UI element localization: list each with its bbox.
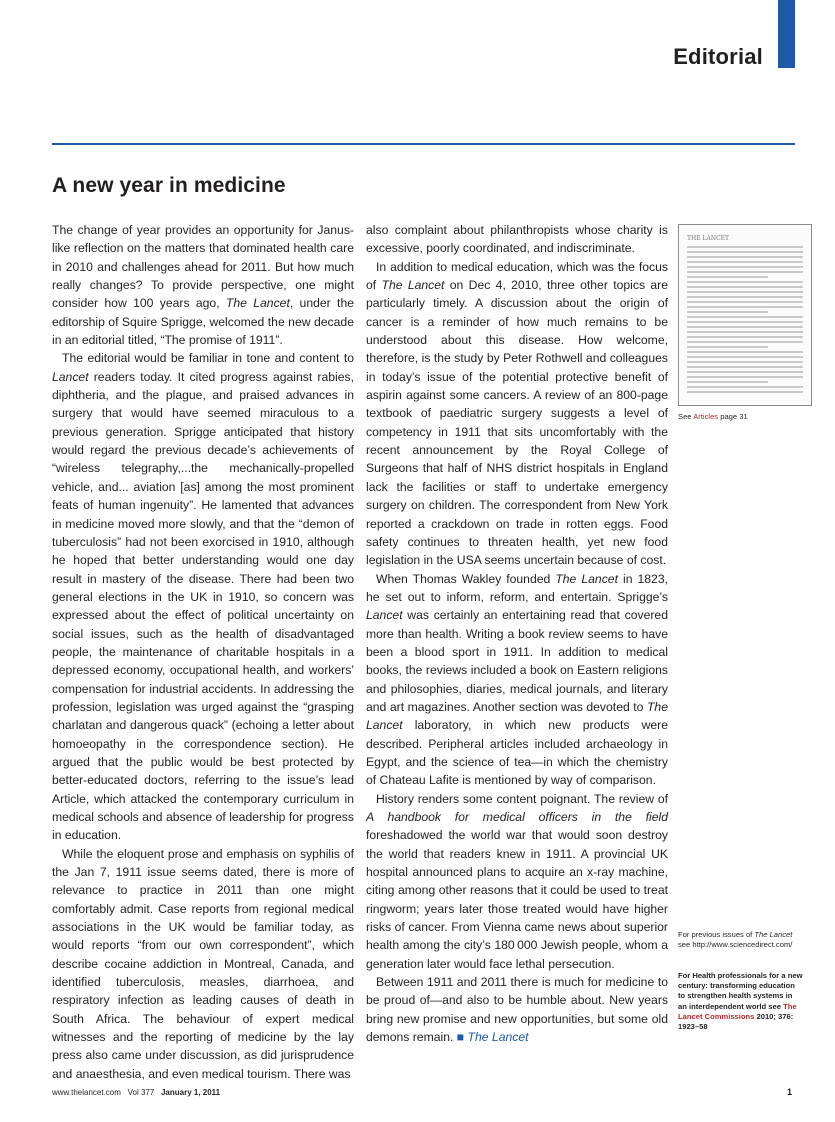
thumbnail-text-line [687,266,803,268]
text-run: also complaint about philanthropists whose charity is excessive, poorly coordinated, and indiscriminate. [366,223,668,256]
archive-page-thumbnail[interactable] [678,224,812,406]
text-run: When Thomas Wakley founded [376,571,556,586]
thumbnail-text-line [687,321,803,323]
thumbnail-text-line [687,366,803,368]
paragraph [52,349,354,844]
thumbnail-text-line [687,251,803,253]
thumbnail-text-line [687,341,803,343]
thumbnail-text-line [687,356,803,358]
text-run: on Dec 4, 2010, three other topics are particularly timely. A discussion about the origin of cancer is a reminder of how much remains to be understood about this disease. How welcome, therefore, is the study by Peter Rothwell and colleagues in today’s issue of the potential protective benefit of aspirin against some cancers. A review of an 800-page textbook of paediatric surgery suggests a level of competency in 1911 that sits uncomfortably with the recent announcement by the Royal College of Surgeons that half of NHS district hospitals in England lack the facilities or staff to undertake emergency surgery on children. The correspondent from New York reported a crackdown on trade in rotten eggs. Food safety continues to threaten health, yet new food legislation in the USA seems uncertain because of cost. [366,278,668,568]
page-number: 1 [786,1087,792,1097]
text-run: The change of year provides an opportunity for Janus-like reflection on the matters that dominated health care in 2010 and challenges ahead for 2011. But how much really changes? To provide perspective, one might consider how 100 years ago, [52,223,354,311]
thumbnail-text-line [687,271,803,273]
end-mark-icon: ■ [456,1030,465,1045]
thumbnail-text-line [687,311,768,313]
section-color-bar [778,0,795,68]
thumbnail-text-line [687,261,803,263]
thumbnail-text-line [687,246,803,248]
italic-run: The Lancet [381,278,445,293]
italic-run: The Lancet [225,296,290,311]
article-column-1 [52,221,354,1083]
prev-journal: The Lancet [754,930,793,939]
paragraph [366,221,668,258]
sciencedirect-link[interactable]: see http://www.sciencedirect.com/ [678,940,793,950]
paragraph [366,570,668,790]
paragraph [366,790,668,973]
articles-link[interactable]: Articles [693,412,719,421]
thumbnail-text-line [687,276,768,278]
text-run: In addition to medical education, which was the focus of [366,259,668,293]
italic-run: Lancet [52,369,89,384]
page-footer [52,1088,220,1097]
text-run: While the eloquent prose and emphasis on syphilis of the Jan 7, 1911 issue seems dated, there is more of relevance to practice in 2011 than one might comfortably admit. Case reports from regional medical associations in the UK would be familiar today, as would reports “from our own correspondent”, which describe cocaine addiction in Montreal, Canada, and identified tuberculosis, measles, diarrhoea, and respiratory infection as leading causes of death in South Africa. The behaviour of expert medical witnesses and the reporting of medicine by the lay press also came under discussion, as did jurisprudence and anaesthesia, and even medical tourism. There was [52,846,354,1081]
text-run: was certainly an entertaining read that covered more than health. Writing a book review seems to have been a blood sport in 1911. In addition to medical books, the reviews included a book on Eastern religions and philosophies, diaries, medical journals, and literary and art magazines. Another section was devoted to [366,608,668,714]
comm-ref: 2010; 376: 1923–58 [678,1011,794,1032]
signature: The Lancet [467,1030,529,1045]
thumbnail-text-line [687,281,803,283]
thumbnail-text-line [687,386,803,388]
thumbnail-text-line [687,306,803,308]
see-prefix: See [678,412,694,421]
thumbnail-text-line [687,296,803,298]
commissions-note [678,971,803,1032]
paragraph [366,258,668,570]
text-run: laboratory, in which new products were described. Peripheral articles included archaeology in Egypt, and the science of tea—in which the chemistry of Chateau Lafite is mentioned by way of comparison. [366,718,668,788]
italic-run: The Lancet [555,571,618,586]
thumbnail-text-line [687,381,768,383]
paragraph [52,221,354,349]
thumbnail-text-line [687,391,803,393]
thumbnail-text-line [687,316,803,318]
comm-text: For Health professionals for a new century: transforming education to strengthen health systems in an interdependent world see [678,971,803,1011]
paragraph [52,845,354,1083]
footer-date: January 1, 2011 [160,1088,221,1097]
previous-issues-note [678,930,803,950]
italic-run: Lancet [366,608,403,623]
section-label: Editorial [673,44,763,69]
italic-run: The Lancet [366,699,668,733]
header-rule [52,143,795,145]
thumbnail-text-line [687,371,803,373]
text-run: Between 1911 and 2011 there is much for medicine to be proud of—and also to be humble about. New years bring new promise and new opportunities, but some old demons remain. [366,975,668,1045]
see-articles-note [678,412,803,422]
thumbnail-text-line [687,351,803,353]
thumbnail-text-line [687,331,803,333]
thumbnail-text-line [687,301,803,303]
thumbnail-masthead: THE LANCET [687,235,730,242]
footer-volume: Vol 377 [127,1088,155,1097]
text-run: in 1823, he set out to inform, reform, and entertain. Sprigge’s [366,571,668,604]
text-run: History renders some content poignant. The review of [376,791,668,806]
article-title: A new year in medicine [52,174,286,197]
thumbnail-text-line [687,376,803,378]
paragraph [366,973,668,1046]
thumbnail-text-line [687,361,803,363]
commissions-link[interactable]: The Lancet Commissions [678,1001,797,1021]
see-suffix: page 31 [718,412,748,421]
italic-run: A handbook for medical officers in the field [366,810,668,824]
thumbnail-text-line [687,291,803,293]
text-run: The editorial would be familiar in tone and content to [62,351,354,366]
text-run: readers today. It cited progress against rabies, diphtheria, and the plague, and praised advances in surgery that would have seemed miraculous to a previous generation. Sprigge anticipated that history would regard the previous decade’s achievements of “wireless telegraphy,...the mechanically-propelled vehicle, and... aviation [as] among the most prominent feats of human ingenuity”. He lamented that advances in medicine moved more slowly, and that the “demon of tuberculosis” had not been exorcised in 1910, although he hoped that better understanding would one day result in mastery of the disease. There had been two general elections in the UK in 1910, so concern was expressed about the effect of political uncertainty on social issues, such as the health of disadvantaged people, the maintenance of charitable hospitals in a depressed economy, occupational health, and workers’ compensation for industrial accidents. In addressing the profession, legislation was urged against the “grasping charlatan and dangerous quack” (echoing a letter about homoeopathy in the correspondence section). He argued that the public would be best protected by better-educated doctors, referring to the issue’s lead Article, which attacked the contemporary curriculum in medical schools and absence of leadership for progress in education. [52,369,354,843]
thumbnail-text-line [687,346,768,348]
thumbnail-text-line [687,286,803,288]
text-run: foreshadowed the world war that would soon destroy the world that readers knew in 1911. A provincial UK hospital announced plans to acquire an x-ray machine, citing among other reasons that it could be used to treat ringworm; years later those treated would have higher risks of cancer. From Vienna came news about superior health among the city’s 180 000 Jewish people, whom a generation later would face lethal persecution. [366,828,668,971]
thumbnail-text-line [687,256,803,258]
text-run: , under the editorship of Squire Sprigge, welcomed the new decade in an editorial titled, “The promise of 1911”. [52,296,354,348]
thumbnail-text-line [687,326,803,328]
footer-site[interactable]: www.thelancet.com [52,1088,121,1097]
article-column-2 [366,221,668,1046]
prev-prefix: For previous issues of [678,930,755,939]
thumbnail-text-line [687,336,803,338]
